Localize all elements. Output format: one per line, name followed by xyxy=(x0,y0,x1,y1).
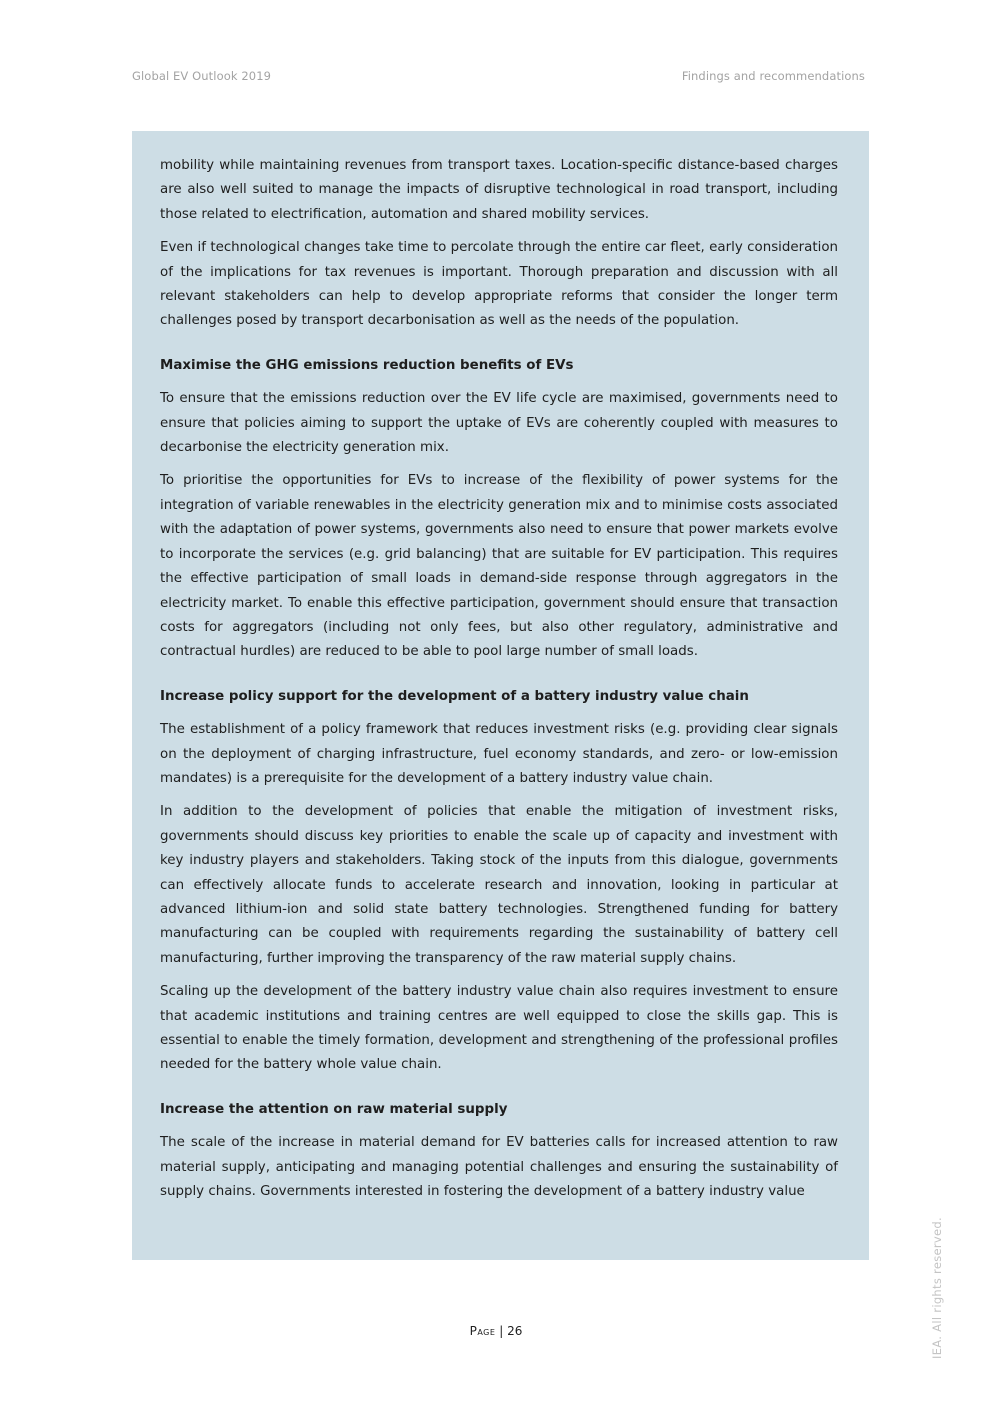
content-box xyxy=(132,131,869,1260)
paragraph-skills-gap: Scaling up the development of the battery industry value chain also requires investment to ensure that academic institutions and training centres are well equipped to close the skills gap. This is essential to enable the timely formation, development and strengthening of the professional profiles needed for the battery whole value chain. xyxy=(160,984,838,1073)
heading-battery-value-chain: Increase policy support for the development of a battery industry value chain xyxy=(160,688,749,704)
paragraph-policy-framework: The establishment of a policy framework that reduces investment risks (e.g. providing clear signals on the deployment of charging infrastructure, fuel economy standards, and zero- or low-emission mandates) is a prerequisite for the development of a battery industry value chain. xyxy=(160,722,838,786)
page-label: Page xyxy=(469,1324,496,1338)
running-header-section: Findings and recommendations xyxy=(681,69,865,83)
running-header-title: Global EV Outlook 2019 xyxy=(132,69,272,83)
paragraph-investment-risks: In addition to the development of policies that enable the mitigation of investment risks, governments should discuss key priorities to enable the scale up of capacity and investment with key industry players and stakeholders. Taking stock of the inputs from this dialogue, governments can effectively allocate funds to accelerate research and innovation, looking in particular at advanced lithium-ion and solid state battery technologies. Strengthened funding for battery manufacturing can be coupled with requirements regarding the sustainability of battery cell manufacturing, further improving the transparency of the raw material supply chains. xyxy=(160,804,838,966)
heading-ghg-emissions: Maximise the GHG emissions reduction benefits of EVs xyxy=(160,357,574,373)
paragraph-material-demand: The scale of the increase in material demand for EV batteries calls for increased attention to raw material supply, anticipating and managing potential challenges and ensuring the sustainability of supply chains. Governments interested in fostering the development of a battery industry value xyxy=(160,1135,838,1200)
paragraph-transport-taxes: mobility while maintaining revenues from transport taxes. Location-specific distance-based charges are also well suited to manage the impacts of disruptive technological in road transport, including those related to electrification, automation and shared mobility services. xyxy=(160,158,838,222)
rights-watermark: IEA. All rights reserved. xyxy=(930,1217,944,1359)
heading-raw-material-supply: Increase the attention on raw material supply xyxy=(160,1101,508,1117)
page-number: 26 xyxy=(507,1324,523,1338)
page-separator: | xyxy=(495,1324,508,1338)
paragraph-power-systems: To prioritise the opportunities for EVs to increase of the flexibility of power systems for the integration of variable renewables in the electricity generation mix and to minimise costs associated with the adaptation of power systems, governments also need to ensure that power markets evolve to incorporate the services (e.g. grid balancing) that are suitable for EV participation. This requires the effective participation of small loads in demand-side response through aggregators in the electricity market. To enable this effective participation, government should ensure that transaction costs for aggregators (including not only fees, but also other regulatory, administrative and contractual hurdles) are reduced to be able to pool large number of small loads. xyxy=(160,473,838,660)
page-footer xyxy=(0,1324,992,1338)
paragraph-tax-revenues: Even if technological changes take time to percolate through the entire car fleet, early consideration of the implications for tax revenues is important. Thorough preparation and discussion with all relevant stakeholders can help to develop appropriate reforms that consider the longer term challenges posed by transport decarbonisation as well as the needs of the population. xyxy=(160,240,838,329)
paragraph-emissions-reduction: To ensure that the emissions reduction over the EV life cycle are maximised, governments need to ensure that policies aiming to support the uptake of EVs are coherently coupled with measures to decarbonise the electricity generation mix. xyxy=(160,391,838,456)
